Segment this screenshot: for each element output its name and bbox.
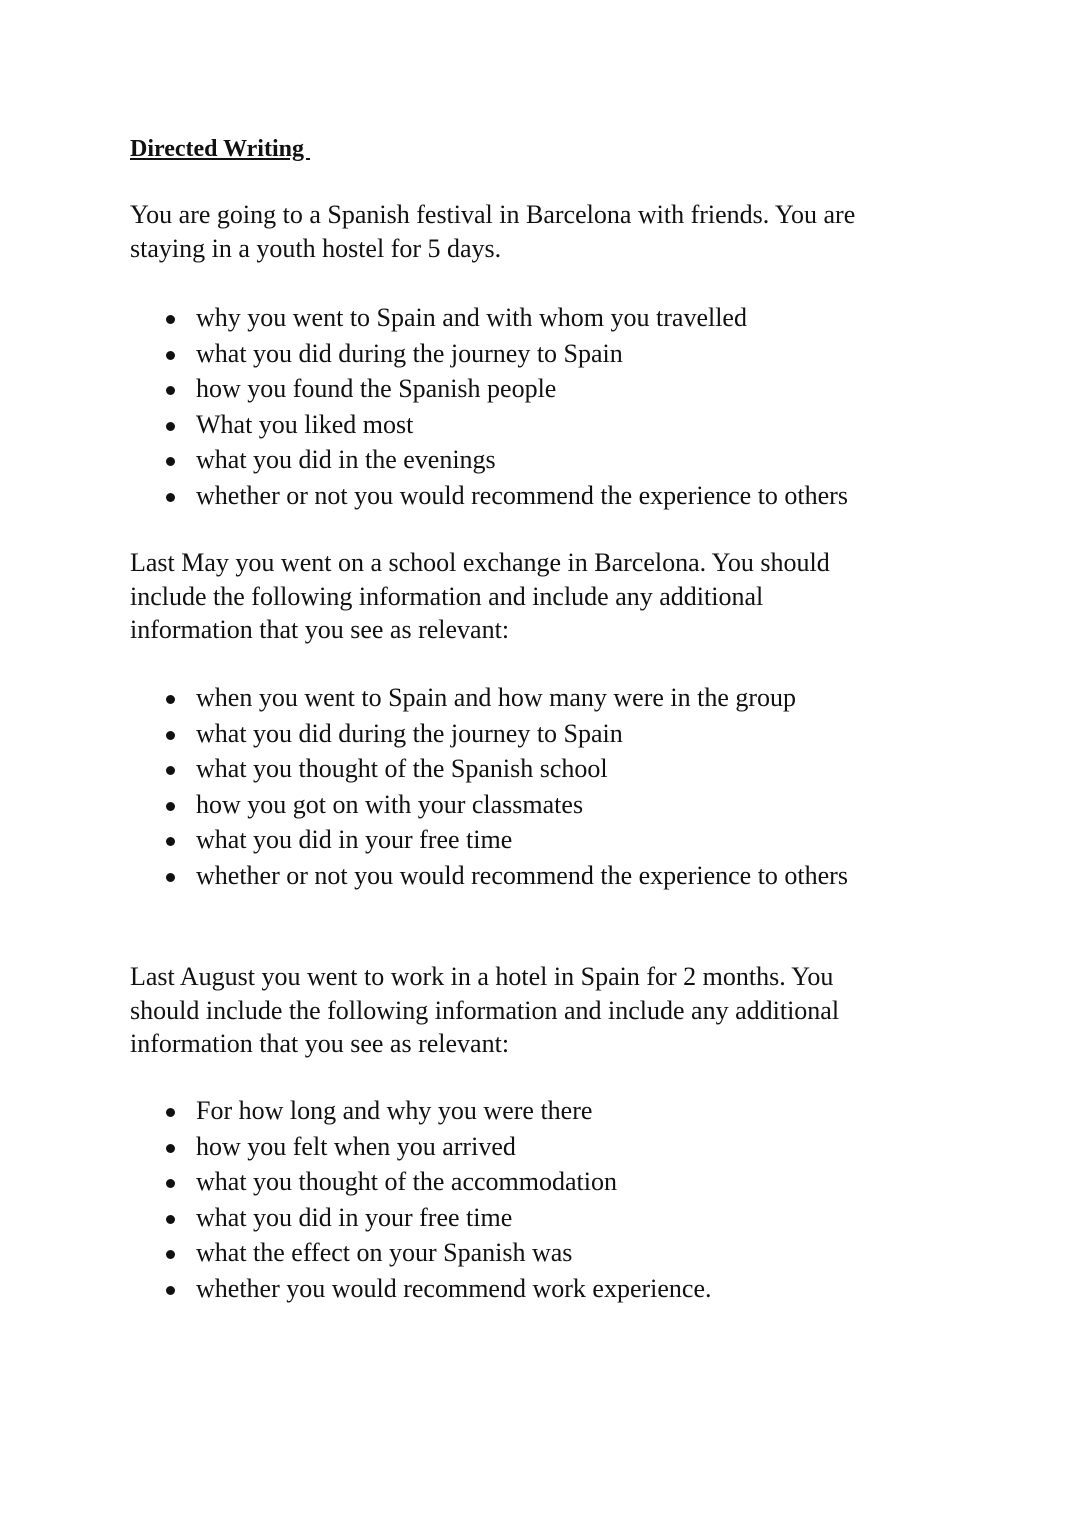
bullet-icon [166, 837, 175, 846]
list-item-text: how you felt when you arrived [196, 1131, 516, 1161]
list-item [0, 1200, 711, 1236]
list-item-text: what you did during the journey to Spain [196, 718, 623, 748]
list-item [0, 1235, 711, 1271]
document-title: Directed Writing [130, 136, 310, 162]
bullet-icon [166, 457, 175, 466]
list-item [0, 300, 848, 336]
list-item [0, 822, 848, 858]
list-item-text: what you did in your free time [196, 825, 513, 855]
bullet-icon [166, 1286, 175, 1295]
bullet-icon [166, 1179, 175, 1188]
list-item [0, 1129, 711, 1165]
bullet-icon [166, 802, 175, 811]
list-item [0, 371, 848, 407]
list-item [0, 716, 848, 752]
section-3-bullets [0, 1093, 711, 1307]
section-1-bullets [0, 300, 848, 514]
bullet-icon [166, 422, 175, 431]
list-item [0, 680, 848, 716]
intro-line: information that you see as relevant: [130, 615, 510, 644]
list-item [0, 1093, 711, 1129]
list-item-text: why you went to Spain and with whom you travelled [196, 303, 747, 332]
list-item [0, 1271, 711, 1307]
bullet-icon [166, 1108, 175, 1117]
intro-line: include the following information and include any additional [130, 581, 764, 611]
list-item [0, 787, 848, 823]
list-item [0, 478, 848, 514]
bullet-icon [166, 386, 175, 395]
bullet-icon [166, 1144, 175, 1153]
list-item-text: what you did during the journey to Spain [196, 338, 623, 368]
intro-line: should include the following information and include any additional [130, 995, 840, 1025]
list-item-text: what the effect on your Spanish was [196, 1238, 573, 1268]
section-2-bullets [0, 680, 848, 894]
bullet-icon [166, 731, 175, 740]
intro-line: information that you see as relevant: [130, 1029, 510, 1058]
bullet-icon [166, 351, 175, 360]
list-item-text: how you got on with your classmates [196, 789, 584, 819]
bullet-icon [166, 766, 175, 775]
list-item-text: What you liked most [196, 409, 414, 439]
bullet-icon [166, 315, 175, 324]
list-item-text: what you did in the evenings [196, 445, 496, 475]
intro-line: You are going to a Spanish festival in Barcelona with friends. You are [130, 200, 856, 229]
list-item-text: when you went to Spain and how many were in the group [196, 683, 797, 712]
section-3-intro [130, 960, 839, 1061]
list-item-text: what you did in your free time [196, 1202, 513, 1232]
section-1-intro [130, 198, 855, 265]
bullet-icon [166, 873, 175, 882]
list-item [0, 336, 848, 372]
list-item [0, 407, 848, 443]
section-2-intro [130, 546, 830, 647]
list-item-text: what you thought of the accommodation [196, 1167, 617, 1197]
intro-line: Last August you went to work in a hotel in Spain for 2 months. You [130, 962, 834, 991]
bullet-icon [166, 1215, 175, 1224]
list-item [0, 442, 848, 478]
list-item [0, 858, 848, 894]
list-item-text: how you found the Spanish people [196, 374, 557, 404]
list-item-text: whether or not you would recommend the experience to others [196, 860, 848, 890]
intro-line: staying in a youth hostel for 5 days. [130, 233, 502, 263]
list-item-text: whether you would recommend work experience. [196, 1273, 712, 1303]
list-item-text: For how long and why you were there [196, 1096, 593, 1125]
bullet-icon [166, 1250, 175, 1259]
list-item-text: what you thought of the Spanish school [196, 754, 608, 784]
list-item [0, 751, 848, 787]
list-item-text: whether or not you would recommend the experience to others [196, 480, 848, 510]
bullet-icon [166, 493, 175, 502]
intro-line: Last May you went on a school exchange in Barcelona. You should [130, 548, 830, 577]
list-item [0, 1164, 711, 1200]
bullet-icon [166, 695, 175, 704]
